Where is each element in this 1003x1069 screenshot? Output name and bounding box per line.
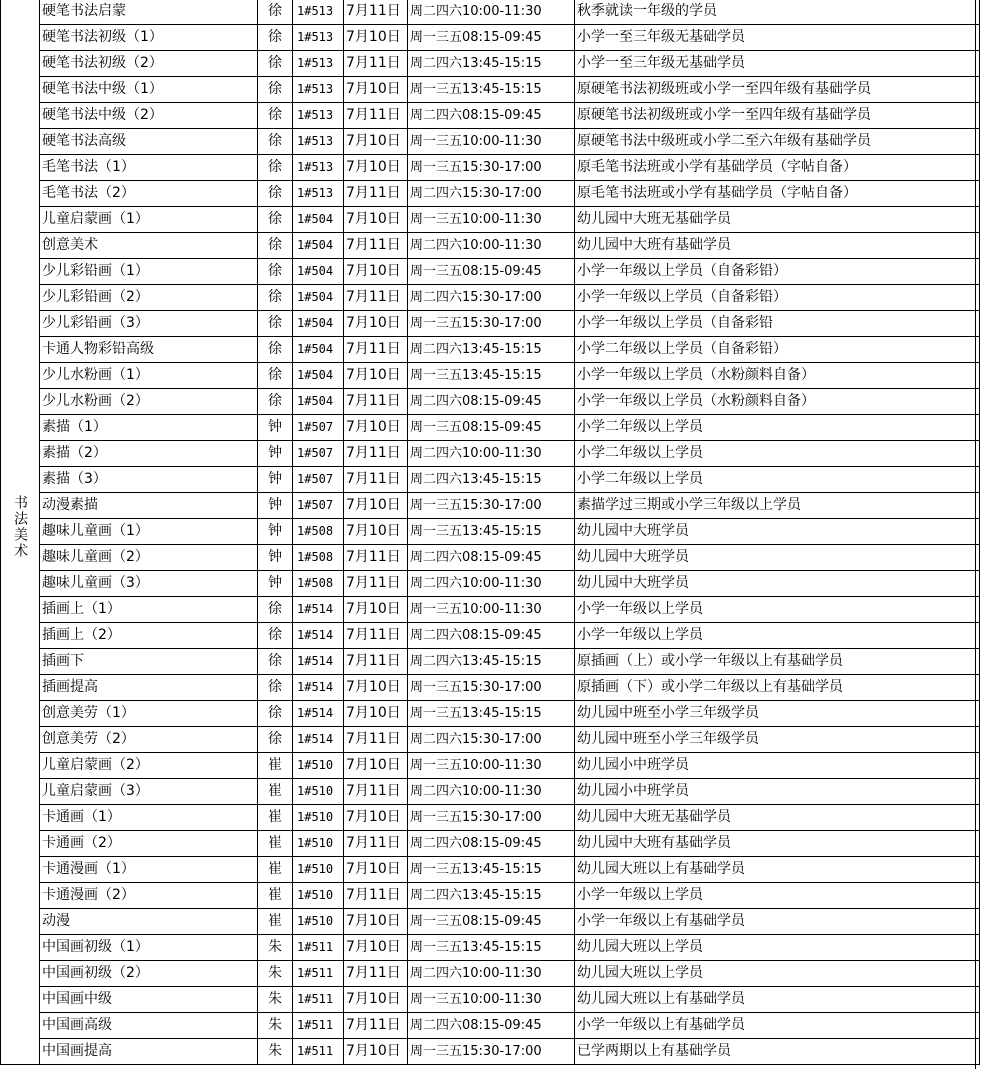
teacher-cell: 徐: [258, 623, 293, 649]
teacher-cell: 徐: [258, 337, 293, 363]
table-row: [1, 0, 980, 25]
time-slot-cell: 周一三五08:15-09:45: [408, 415, 575, 441]
table-row: [1, 779, 980, 805]
time-slot-cell: 周二四六13:45-15:15: [408, 883, 575, 909]
teacher-cell: 钟: [258, 415, 293, 441]
table-row: [1, 649, 980, 675]
time-slot-cell: 周二四六10:00-11:30: [408, 779, 575, 805]
table-row: [1, 831, 980, 857]
time-slot-cell: 周二四六10:00-11:30: [408, 961, 575, 987]
start-date-cell: 7月10日: [344, 701, 408, 727]
course-name-cell: 卡通漫画（2）: [40, 883, 258, 909]
table-row: [1, 155, 980, 181]
table-row: [1, 363, 980, 389]
table-row: [1, 727, 980, 753]
room-cell: 1#511: [293, 1013, 344, 1039]
course-name-cell: 插画上（1）: [40, 597, 258, 623]
start-date-cell: 7月11日: [344, 337, 408, 363]
requirement-cell: 幼儿园小中班学员: [575, 753, 980, 779]
room-cell: 1#508: [293, 571, 344, 597]
start-date-cell: 7月11日: [344, 467, 408, 493]
course-name-cell: 卡通漫画（1）: [40, 857, 258, 883]
course-name-cell: 趣味儿童画（1）: [40, 519, 258, 545]
teacher-cell: 徐: [258, 51, 293, 77]
teacher-cell: 崔: [258, 805, 293, 831]
requirement-cell: 幼儿园中大班学员: [575, 519, 980, 545]
course-name-cell: 创意美劳（1）: [40, 701, 258, 727]
start-date-cell: 7月10日: [344, 493, 408, 519]
time-slot-cell: 周一三五10:00-11:30: [408, 129, 575, 155]
category-label: 书法美术: [12, 495, 28, 559]
time-slot-cell: 周一三五08:15-09:45: [408, 25, 575, 51]
teacher-cell: 朱: [258, 1013, 293, 1039]
room-cell: 1#514: [293, 727, 344, 753]
start-date-cell: 7月11日: [344, 571, 408, 597]
course-name-cell: 少儿彩铅画（2）: [40, 285, 258, 311]
start-date-cell: 7月11日: [344, 0, 408, 25]
teacher-cell: 徐: [258, 649, 293, 675]
requirement-cell: 小学二年级以上学员: [575, 441, 980, 467]
time-slot-cell: 周二四六10:00-11:30: [408, 441, 575, 467]
time-slot-cell: 周二四六13:45-15:15: [408, 649, 575, 675]
requirement-cell: 幼儿园中大班有基础学员: [575, 831, 980, 857]
room-cell: 1#514: [293, 597, 344, 623]
course-name-cell: 硬笔书法启蒙: [40, 0, 258, 25]
table-row: [1, 181, 980, 207]
course-name-cell: 儿童启蒙画（3）: [40, 779, 258, 805]
table-row: [1, 311, 980, 337]
start-date-cell: 7月11日: [344, 831, 408, 857]
start-date-cell: 7月10日: [344, 519, 408, 545]
time-slot-cell: 周二四六10:00-11:30: [408, 571, 575, 597]
time-slot-cell: 周一三五10:00-11:30: [408, 597, 575, 623]
start-date-cell: 7月10日: [344, 363, 408, 389]
room-cell: 1#513: [293, 77, 344, 103]
course-name-cell: 儿童启蒙画（2）: [40, 753, 258, 779]
room-cell: 1#504: [293, 337, 344, 363]
time-slot-cell: 周二四六08:15-09:45: [408, 1013, 575, 1039]
time-slot-cell: 周一三五13:45-15:15: [408, 935, 575, 961]
teacher-cell: 徐: [258, 259, 293, 285]
teacher-cell: 徐: [258, 207, 293, 233]
course-name-cell: 硬笔书法初级（2）: [40, 51, 258, 77]
course-name-cell: 硬笔书法中级（2）: [40, 103, 258, 129]
requirement-cell: 原毛笔书法班或小学有基础学员（字帖自备）: [575, 155, 980, 181]
course-name-cell: 卡通画（1）: [40, 805, 258, 831]
start-date-cell: 7月10日: [344, 311, 408, 337]
teacher-cell: 徐: [258, 155, 293, 181]
table-row: [1, 701, 980, 727]
table-row: [1, 545, 980, 571]
room-cell: 1#504: [293, 207, 344, 233]
course-name-cell: 插画提高: [40, 675, 258, 701]
time-slot-cell: 周二四六08:15-09:45: [408, 389, 575, 415]
room-cell: 1#508: [293, 519, 344, 545]
start-date-cell: 7月10日: [344, 675, 408, 701]
room-cell: 1#507: [293, 441, 344, 467]
course-name-cell: 毛笔书法（1）: [40, 155, 258, 181]
table-row: [1, 77, 980, 103]
course-name-cell: 创意美术: [40, 233, 258, 259]
requirement-cell: 小学二年级以上学员: [575, 467, 980, 493]
time-slot-cell: 周二四六08:15-09:45: [408, 545, 575, 571]
course-name-cell: 卡通画（2）: [40, 831, 258, 857]
start-date-cell: 7月10日: [344, 207, 408, 233]
time-slot-cell: 周一三五13:45-15:15: [408, 363, 575, 389]
table-row: [1, 207, 980, 233]
room-cell: 1#507: [293, 415, 344, 441]
requirement-cell: 幼儿园中大班学员: [575, 545, 980, 571]
table-row: [1, 597, 980, 623]
teacher-cell: 徐: [258, 285, 293, 311]
start-date-cell: 7月11日: [344, 51, 408, 77]
requirement-cell: 小学一年级以上学员（水粉颜料自备）: [575, 363, 980, 389]
teacher-cell: 徐: [258, 129, 293, 155]
course-name-cell: 动漫素描: [40, 493, 258, 519]
requirement-cell: 小学一年级以上学员: [575, 597, 980, 623]
table-row: [1, 259, 980, 285]
teacher-cell: 崔: [258, 909, 293, 935]
teacher-cell: 徐: [258, 181, 293, 207]
table-row: [1, 467, 980, 493]
course-name-cell: 素描（1）: [40, 415, 258, 441]
requirement-cell: 小学一年级以上有基础学员: [575, 909, 980, 935]
teacher-cell: 崔: [258, 831, 293, 857]
course-name-cell: 中国画高级: [40, 1013, 258, 1039]
start-date-cell: 7月11日: [344, 727, 408, 753]
start-date-cell: 7月10日: [344, 805, 408, 831]
time-slot-cell: 周一三五08:15-09:45: [408, 259, 575, 285]
requirement-cell: 小学一年级以上学员（自备彩铅）: [575, 285, 980, 311]
course-name-cell: 素描（2）: [40, 441, 258, 467]
teacher-cell: 钟: [258, 519, 293, 545]
course-name-cell: 素描（3）: [40, 467, 258, 493]
requirement-cell: 幼儿园中班至小学三年级学员: [575, 727, 980, 753]
table-row: [1, 675, 980, 701]
teacher-cell: 徐: [258, 727, 293, 753]
room-cell: 1#514: [293, 623, 344, 649]
start-date-cell: 7月11日: [344, 441, 408, 467]
table-row: [1, 909, 980, 935]
teacher-cell: 崔: [258, 857, 293, 883]
room-cell: 1#514: [293, 701, 344, 727]
start-date-cell: 7月10日: [344, 415, 408, 441]
requirement-cell: 小学一年级以上学员: [575, 623, 980, 649]
room-cell: 1#514: [293, 675, 344, 701]
requirement-cell: 小学一年级以上有基础学员: [575, 1013, 980, 1039]
requirement-cell: 幼儿园中大班学员: [575, 571, 980, 597]
start-date-cell: 7月11日: [344, 883, 408, 909]
table-right-border: [975, 0, 976, 1069]
room-cell: 1#504: [293, 233, 344, 259]
start-date-cell: 7月10日: [344, 935, 408, 961]
time-slot-cell: 周二四六15:30-17:00: [408, 285, 575, 311]
course-name-cell: 插画上（2）: [40, 623, 258, 649]
start-date-cell: 7月10日: [344, 909, 408, 935]
time-slot-cell: 周一三五15:30-17:00: [408, 155, 575, 181]
time-slot-cell: 周二四六08:15-09:45: [408, 623, 575, 649]
table-row: [1, 571, 980, 597]
start-date-cell: 7月11日: [344, 389, 408, 415]
teacher-cell: 朱: [258, 987, 293, 1013]
start-date-cell: 7月11日: [344, 961, 408, 987]
requirement-cell: 小学一年级以上学员（自备彩铅）: [575, 259, 980, 285]
time-slot-cell: 周一三五13:45-15:15: [408, 701, 575, 727]
time-slot-cell: 周二四六15:30-17:00: [408, 181, 575, 207]
course-name-cell: 趣味儿童画（2）: [40, 545, 258, 571]
teacher-cell: 崔: [258, 883, 293, 909]
time-slot-cell: 周一三五13:45-15:15: [408, 77, 575, 103]
start-date-cell: 7月11日: [344, 779, 408, 805]
time-slot-cell: 周一三五13:45-15:15: [408, 857, 575, 883]
course-name-cell: 少儿水粉画（1）: [40, 363, 258, 389]
course-name-cell: 硬笔书法高级: [40, 129, 258, 155]
requirement-cell: 幼儿园大班以上学员: [575, 935, 980, 961]
time-slot-cell: 周二四六13:45-15:15: [408, 51, 575, 77]
teacher-cell: 崔: [258, 779, 293, 805]
time-slot-cell: 周一三五10:00-11:30: [408, 207, 575, 233]
table-row: [1, 857, 980, 883]
start-date-cell: 7月11日: [344, 285, 408, 311]
start-date-cell: 7月10日: [344, 987, 408, 1013]
requirement-cell: 幼儿园大班以上学员: [575, 961, 980, 987]
teacher-cell: 钟: [258, 441, 293, 467]
course-name-cell: 中国画提高: [40, 1039, 258, 1065]
teacher-cell: 徐: [258, 311, 293, 337]
table-row: [1, 441, 980, 467]
start-date-cell: 7月10日: [344, 155, 408, 181]
start-date-cell: 7月11日: [344, 233, 408, 259]
room-cell: 1#504: [293, 311, 344, 337]
time-slot-cell: 周二四六15:30-17:00: [408, 727, 575, 753]
teacher-cell: 徐: [258, 25, 293, 51]
table-row: [1, 493, 980, 519]
teacher-cell: 徐: [258, 389, 293, 415]
room-cell: 1#510: [293, 753, 344, 779]
room-cell: 1#513: [293, 103, 344, 129]
start-date-cell: 7月10日: [344, 597, 408, 623]
teacher-cell: 徐: [258, 77, 293, 103]
time-slot-cell: 周一三五13:45-15:15: [408, 519, 575, 545]
room-cell: 1#514: [293, 649, 344, 675]
teacher-cell: 徐: [258, 103, 293, 129]
table-row: [1, 233, 980, 259]
start-date-cell: 7月11日: [344, 545, 408, 571]
requirement-cell: 小学二年级以上学员（自备彩铅）: [575, 337, 980, 363]
course-name-cell: 创意美劳（2）: [40, 727, 258, 753]
start-date-cell: 7月10日: [344, 1039, 408, 1065]
requirement-cell: 秋季就读一年级的学员: [575, 0, 980, 25]
table-row: [1, 129, 980, 155]
requirement-cell: 小学一年级以上学员（水粉颜料自备）: [575, 389, 980, 415]
start-date-cell: 7月11日: [344, 623, 408, 649]
start-date-cell: 7月10日: [344, 25, 408, 51]
time-slot-cell: 周一三五08:15-09:45: [408, 909, 575, 935]
room-cell: 1#513: [293, 155, 344, 181]
requirement-cell: 原硬笔书法中级班或小学二至六年级有基础学员: [575, 129, 980, 155]
time-slot-cell: 周二四六08:15-09:45: [408, 831, 575, 857]
time-slot-cell: 周一三五10:00-11:30: [408, 753, 575, 779]
start-date-cell: 7月10日: [344, 857, 408, 883]
course-name-cell: 趣味儿童画（3）: [40, 571, 258, 597]
room-cell: 1#513: [293, 129, 344, 155]
room-cell: 1#504: [293, 285, 344, 311]
teacher-cell: 朱: [258, 1039, 293, 1065]
table-row: [1, 987, 980, 1013]
table-row: [1, 337, 980, 363]
time-slot-cell: 周一三五15:30-17:00: [408, 311, 575, 337]
room-cell: 1#511: [293, 935, 344, 961]
time-slot-cell: 周二四六13:45-15:15: [408, 467, 575, 493]
teacher-cell: 钟: [258, 467, 293, 493]
room-cell: 1#504: [293, 259, 344, 285]
room-cell: 1#510: [293, 883, 344, 909]
time-slot-cell: 周二四六13:45-15:15: [408, 337, 575, 363]
course-name-cell: 插画下: [40, 649, 258, 675]
room-cell: 1#513: [293, 51, 344, 77]
course-name-cell: 卡通人物彩铅高级: [40, 337, 258, 363]
room-cell: 1#513: [293, 181, 344, 207]
requirement-cell: 原插画（下）或小学二年级以上有基础学员: [575, 675, 980, 701]
start-date-cell: 7月10日: [344, 259, 408, 285]
start-date-cell: 7月11日: [344, 649, 408, 675]
time-slot-cell: 周二四六10:00-11:30: [408, 0, 575, 25]
room-cell: 1#510: [293, 831, 344, 857]
start-date-cell: 7月11日: [344, 181, 408, 207]
teacher-cell: 徐: [258, 233, 293, 259]
course-name-cell: 儿童启蒙画（1）: [40, 207, 258, 233]
room-cell: 1#511: [293, 961, 344, 987]
start-date-cell: 7月10日: [344, 77, 408, 103]
time-slot-cell: 周一三五15:30-17:00: [408, 675, 575, 701]
time-slot-cell: 周二四六10:00-11:30: [408, 233, 575, 259]
table-row: [1, 415, 980, 441]
teacher-cell: 钟: [258, 545, 293, 571]
time-slot-cell: 周二四六08:15-09:45: [408, 103, 575, 129]
table-row: [1, 805, 980, 831]
table-row: [1, 961, 980, 987]
room-cell: 1#504: [293, 363, 344, 389]
table-row: [1, 883, 980, 909]
teacher-cell: 徐: [258, 701, 293, 727]
teacher-cell: 钟: [258, 571, 293, 597]
table-row: [1, 1013, 980, 1039]
requirement-cell: 幼儿园中大班无基础学员: [575, 805, 980, 831]
start-date-cell: 7月10日: [344, 129, 408, 155]
requirement-cell: 小学一至三年级无基础学员: [575, 51, 980, 77]
course-name-cell: 中国画初级（1）: [40, 935, 258, 961]
table-row: [1, 285, 980, 311]
room-cell: 1#510: [293, 779, 344, 805]
course-name-cell: 硬笔书法中级（1）: [40, 77, 258, 103]
table-row: [1, 1039, 980, 1065]
room-cell: 1#510: [293, 857, 344, 883]
table-row: [1, 103, 980, 129]
requirement-cell: 素描学过三期或小学三年级以上学员: [575, 493, 980, 519]
requirement-cell: 原硬笔书法初级班或小学一至四年级有基础学员: [575, 77, 980, 103]
requirement-cell: 小学一至三年级无基础学员: [575, 25, 980, 51]
room-cell: 1#511: [293, 987, 344, 1013]
room-cell: 1#510: [293, 909, 344, 935]
requirement-cell: 小学二年级以上学员: [575, 415, 980, 441]
teacher-cell: 朱: [258, 961, 293, 987]
table-row: [1, 935, 980, 961]
time-slot-cell: 周一三五15:30-17:00: [408, 493, 575, 519]
table-row: [1, 753, 980, 779]
start-date-cell: 7月10日: [344, 753, 408, 779]
category-cell: [1, 0, 40, 1065]
room-cell: 1#507: [293, 493, 344, 519]
room-cell: 1#513: [293, 0, 344, 25]
table-row: [1, 623, 980, 649]
table-row: [1, 519, 980, 545]
room-cell: 1#511: [293, 1039, 344, 1065]
requirement-cell: 幼儿园中大班有基础学员: [575, 233, 980, 259]
room-cell: 1#513: [293, 25, 344, 51]
course-name-cell: 中国画中级: [40, 987, 258, 1013]
time-slot-cell: 周一三五15:30-17:00: [408, 805, 575, 831]
teacher-cell: 朱: [258, 935, 293, 961]
requirement-cell: 幼儿园中班至小学三年级学员: [575, 701, 980, 727]
course-name-cell: 动漫: [40, 909, 258, 935]
requirement-cell: 原硬笔书法初级班或小学一至四年级有基础学员: [575, 103, 980, 129]
course-name-cell: 毛笔书法（2）: [40, 181, 258, 207]
course-name-cell: 少儿水粉画（2）: [40, 389, 258, 415]
requirement-cell: 幼儿园大班以上有基础学员: [575, 857, 980, 883]
room-cell: 1#507: [293, 467, 344, 493]
room-cell: 1#504: [293, 389, 344, 415]
teacher-cell: 徐: [258, 675, 293, 701]
course-name-cell: 硬笔书法初级（1）: [40, 25, 258, 51]
teacher-cell: 徐: [258, 0, 293, 25]
requirement-cell: 原毛笔书法班或小学有基础学员（字帖自备）: [575, 181, 980, 207]
table-row: [1, 51, 980, 77]
teacher-cell: 徐: [258, 363, 293, 389]
requirement-cell: 小学一年级以上学员: [575, 883, 980, 909]
time-slot-cell: 周一三五10:00-11:30: [408, 987, 575, 1013]
table-row: [1, 389, 980, 415]
course-name-cell: 中国画初级（2）: [40, 961, 258, 987]
requirement-cell: 幼儿园大班以上有基础学员: [575, 987, 980, 1013]
table-row: [1, 25, 980, 51]
room-cell: 1#508: [293, 545, 344, 571]
requirement-cell: 幼儿园小中班学员: [575, 779, 980, 805]
requirement-cell: 原插画（上）或小学一年级以上有基础学员: [575, 649, 980, 675]
time-slot-cell: 周一三五15:30-17:00: [408, 1039, 575, 1065]
teacher-cell: 崔: [258, 753, 293, 779]
teacher-cell: 钟: [258, 493, 293, 519]
schedule-body: [1, 0, 980, 1065]
requirement-cell: 已学两期以上有基础学员: [575, 1039, 980, 1065]
course-name-cell: 少儿彩铅画（1）: [40, 259, 258, 285]
requirement-cell: 小学一年级以上学员（自备彩铅: [575, 311, 980, 337]
start-date-cell: 7月11日: [344, 1013, 408, 1039]
teacher-cell: 徐: [258, 597, 293, 623]
start-date-cell: 7月11日: [344, 103, 408, 129]
course-name-cell: 少儿彩铅画（3）: [40, 311, 258, 337]
requirement-cell: 幼儿园中大班无基础学员: [575, 207, 980, 233]
room-cell: 1#510: [293, 805, 344, 831]
